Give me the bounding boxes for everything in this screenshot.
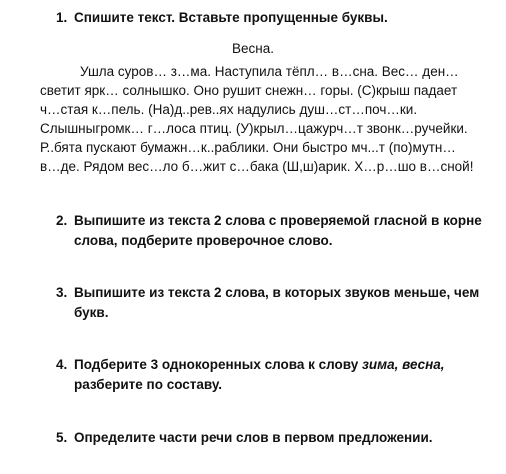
task-2-line: Выпишите из текста 2 слова с проверяемой гласной в корне [74,213,482,228]
task-4-line: разберите по составу. [74,377,222,392]
task-5-text: Определите части речи слов в первом предложении. [74,430,433,445]
passage-line: Р..бята пускают бумажн…к..раблики. Они быстро мч...т (по)мутн… [40,140,456,155]
task-3-line: Выпишите из текста 2 слова, в которых звуков меньше, чем [74,285,480,300]
task-4-emphasis: зима, весна, [362,357,445,372]
task-1-number: 1. [56,10,68,25]
passage-line: в…де. Рядом вес…ло б…жит с…бака (Ш,ш)арик. Х…р…шо в…сной! [40,159,474,174]
task-2-line: слова, подберите проверочное слово. [74,233,333,248]
task-4-number: 4. [56,357,68,372]
task-1 [56,8,388,28]
passage-title: Весна. [232,41,274,56]
task-5 [56,428,433,448]
passage-line: светит ярк… солнышко. Оно рушит снежн… горы. (С)крыш падает [40,83,458,98]
task-1-text: Спишите текст. Вставьте пропущенные буквы. [74,10,388,25]
task-3 [56,283,479,323]
task-4-line [74,355,445,375]
task-2-number: 2. [56,213,68,228]
passage-line: Слышныгромк… г…лоса птиц. (У)крыл…цажурч…т звонк…ручейки. [40,121,468,136]
task-3-number: 3. [56,285,68,300]
task-5-number: 5. [56,430,68,445]
task-2 [56,211,482,251]
task-4 [56,355,445,395]
task-4-prefix: Подберите 3 однокоренных слова к слову [74,357,362,372]
task-3-line: букв. [74,305,109,320]
passage-line: ч…стая к…пель. (На)д..рев..ях надулись душ…ст…поч…ки. [40,102,418,117]
passage-line: Ушла суров… з…ма. Наступила тёпл… в…сна. Вес… ден… [80,64,459,79]
passage-text [40,62,500,176]
